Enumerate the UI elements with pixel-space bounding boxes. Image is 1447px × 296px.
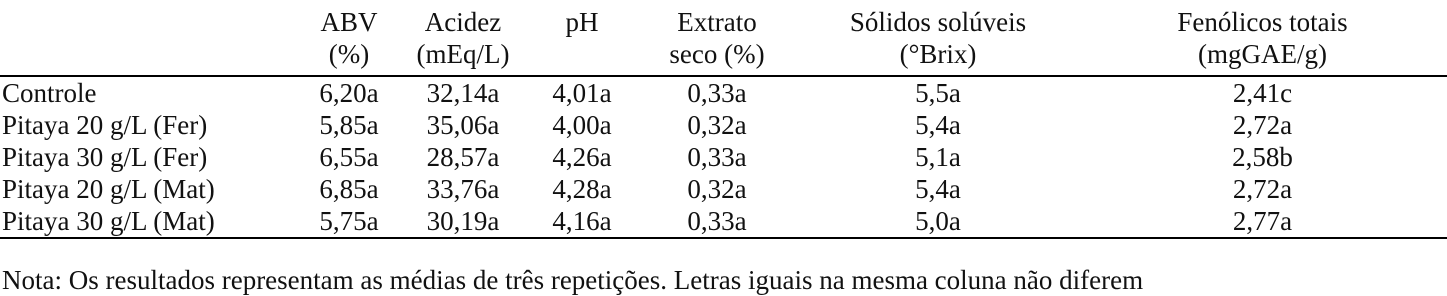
header-extrato-seco: Extrato seco (%) bbox=[669, 7, 765, 69]
cell-abv: 6,85a bbox=[319, 174, 379, 204]
header-fenolicos-totais: Fenólicos totais (mgGAE/g) bbox=[1177, 7, 1348, 69]
cell-acidez: 28,57a bbox=[426, 142, 500, 172]
cell-abv: 6,55a bbox=[319, 142, 379, 172]
cell-abv: 5,85a bbox=[319, 110, 379, 140]
header-ph: pH bbox=[565, 7, 599, 37]
cell-ph: 4,28a bbox=[552, 174, 612, 204]
cell-solidos-soluveis: 5,4a bbox=[915, 110, 961, 140]
cell-ph: 4,00a bbox=[552, 110, 612, 140]
row-label: Pitaya 20 g/L (Mat) bbox=[2, 174, 215, 204]
table-row bbox=[0, 76, 1447, 109]
row-label: Pitaya 30 g/L (Fer) bbox=[2, 142, 208, 172]
cell-solidos-soluveis: 5,4a bbox=[915, 174, 961, 204]
header-blank bbox=[0, 0, 300, 76]
cell-abv: 5,75a bbox=[319, 206, 379, 236]
cell-extrato-seco: 0,33a bbox=[687, 206, 747, 236]
table-note: Nota: Os resultados representam as médias de três repetições. Letras iguais na mesma coluna não diferem bbox=[2, 265, 1144, 295]
row-label: Pitaya 30 g/L (Mat) bbox=[2, 206, 215, 236]
header-acidez: Acidez (mEq/L) bbox=[416, 7, 510, 69]
header-solidos-soluveis: Sólidos solúveis (°Brix) bbox=[849, 7, 1027, 69]
table-row bbox=[0, 141, 1447, 173]
cell-ph: 4,26a bbox=[552, 142, 612, 172]
cell-fenolicos-totais: 2,72a bbox=[1232, 110, 1293, 140]
cell-acidez: 30,19a bbox=[426, 206, 500, 236]
header-abv: ABV (%) bbox=[320, 7, 378, 69]
cell-fenolicos-totais: 2,72a bbox=[1232, 174, 1293, 204]
cell-solidos-soluveis: 5,0a bbox=[915, 206, 961, 236]
cell-extrato-seco: 0,32a bbox=[687, 174, 747, 204]
table-row bbox=[0, 205, 1447, 238]
cell-solidos-soluveis: 5,1a bbox=[915, 142, 961, 172]
table-row bbox=[0, 173, 1447, 205]
header-row bbox=[0, 0, 1447, 76]
cell-fenolicos-totais: 2,58b bbox=[1232, 142, 1293, 172]
cell-solidos-soluveis: 5,5a bbox=[915, 78, 961, 108]
table-row bbox=[0, 109, 1447, 141]
cell-acidez: 35,06a bbox=[426, 110, 500, 140]
cell-extrato-seco: 0,33a bbox=[687, 78, 747, 108]
cell-ph: 4,01a bbox=[552, 78, 612, 108]
row-label: Pitaya 20 g/L (Fer) bbox=[2, 110, 208, 140]
table-header bbox=[0, 0, 1447, 76]
cell-fenolicos-totais: 2,41c bbox=[1232, 78, 1293, 108]
table-body bbox=[0, 76, 1447, 238]
cell-fenolicos-totais: 2,77a bbox=[1232, 206, 1293, 236]
cell-extrato-seco: 0,33a bbox=[687, 142, 747, 172]
cell-abv: 6,20a bbox=[319, 78, 379, 108]
cell-ph: 4,16a bbox=[552, 206, 612, 236]
cell-extrato-seco: 0,32a bbox=[687, 110, 747, 140]
cell-acidez: 32,14a bbox=[426, 78, 500, 108]
cell-acidez: 33,76a bbox=[426, 174, 500, 204]
row-label: Controle bbox=[2, 78, 97, 108]
